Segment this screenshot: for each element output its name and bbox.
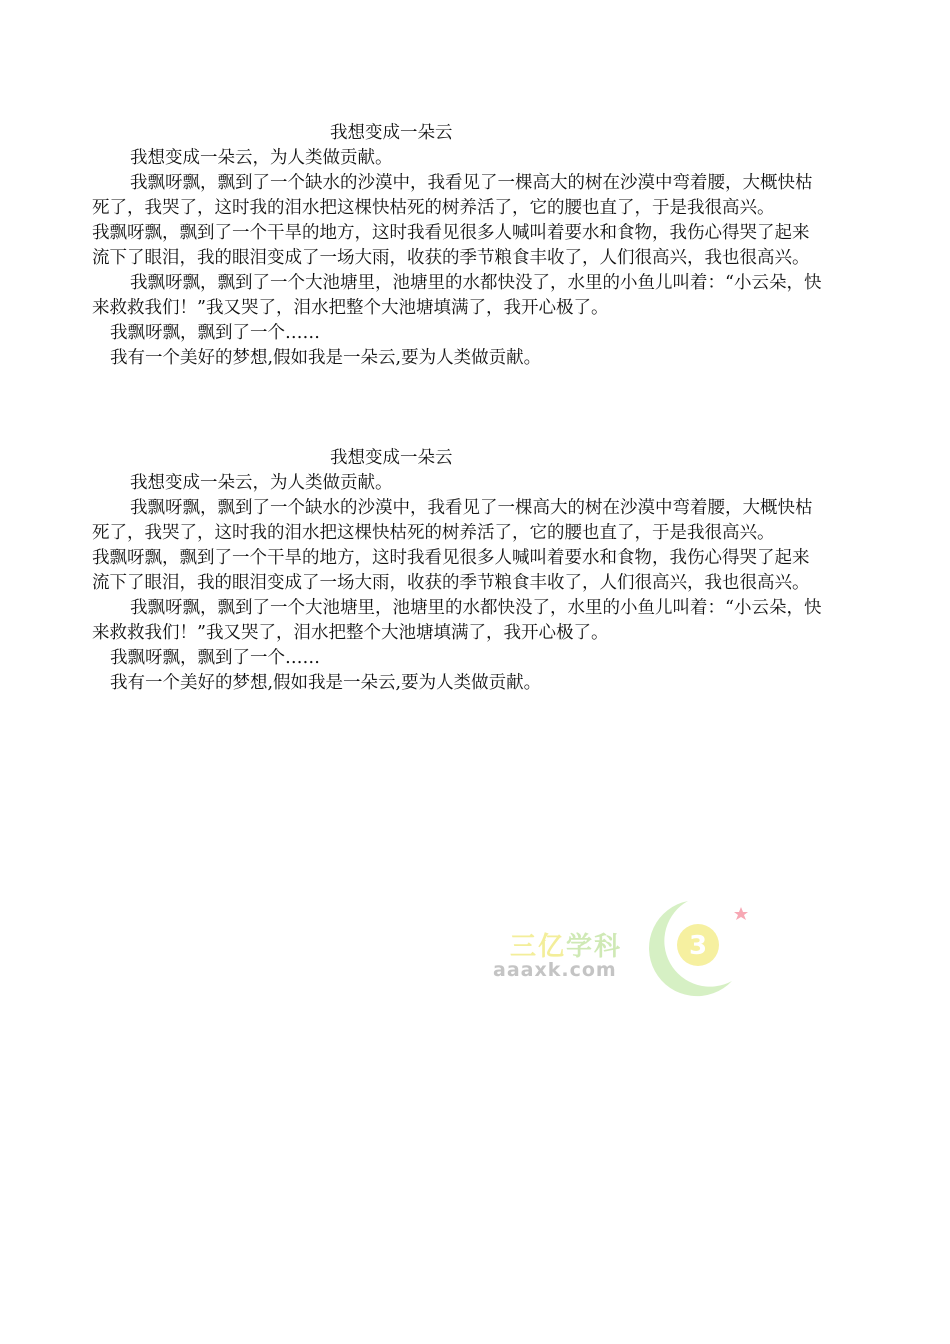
- paragraph-line: 来救救我们！”我又哭了，泪水把整个大池塘填满了，我开心极了。: [92, 298, 609, 318]
- paragraph-line: 我飘呀飘，飘到了一个干旱的地方，这时我看见很多人喊叫着要水和食物，我伤心得哭了起来: [92, 223, 810, 243]
- paragraph-line: 我飘呀飘，飘到了一个缺水的沙漠中，我看见了一棵高大的树在沙漠中弯着腰，大概快枯: [130, 498, 813, 518]
- watermark-brand-char: 三: [510, 932, 539, 962]
- paragraph-line: 流下了眼泪，我的眼泪变成了一场大雨，收获的季节粮食丰收了，人们很高兴，我也很高兴。: [92, 573, 810, 593]
- watermark-brand: [510, 926, 622, 963]
- paragraph-line: 我飘呀飘，飘到了一个干旱的地方，这时我看见很多人喊叫着要水和食物，我伤心得哭了起来: [92, 548, 810, 568]
- badge-number: 3: [688, 931, 708, 961]
- paragraph-line: 流下了眼泪，我的眼泪变成了一场大雨，收获的季节粮食丰收了，人们很高兴，我也很高兴。: [92, 248, 810, 268]
- essay-2: [92, 446, 867, 696]
- watermark-brand-char: 亿: [538, 932, 567, 962]
- watermark-url: aaaxk.com: [493, 959, 617, 981]
- paragraph-line: 我想变成一朵云，为人类做贡献。: [130, 473, 393, 493]
- watermark-logo: [490, 893, 760, 1003]
- crescent-moon-icon: [640, 893, 750, 1003]
- paragraph-line: 死了，我哭了，这时我的泪水把这棵快枯死的树养活了，它的腰也直了，于是我很高兴。: [92, 523, 775, 543]
- paragraph-line: 我飘呀飘，飘到了一个……: [110, 323, 320, 343]
- essay-1: [92, 121, 867, 371]
- essay-title: 我想变成一朵云: [330, 123, 453, 143]
- paragraph-line: 我飘呀飘，飘到了一个大池塘里，池塘里的水都快没了，水里的小鱼儿叫着：“小云朵，快: [130, 598, 822, 618]
- paragraph-line: 我飘呀飘，飘到了一个缺水的沙漠中，我看见了一棵高大的树在沙漠中弯着腰，大概快枯: [130, 173, 813, 193]
- watermark-brand-subject: 学科: [566, 932, 623, 962]
- paragraph-line: 我飘呀飘，飘到了一个……: [110, 648, 320, 668]
- star-icon: [734, 907, 748, 920]
- paragraph-line: 死了，我哭了，这时我的泪水把这棵快枯死的树养活了，它的腰也直了，于是我很高兴。: [92, 198, 775, 218]
- paragraph-line: 我有一个美好的梦想,假如我是一朵云,要为人类做贡献。: [110, 348, 542, 368]
- paragraph-line: 我有一个美好的梦想,假如我是一朵云,要为人类做贡献。: [110, 673, 542, 693]
- paragraph-line: 我想变成一朵云，为人类做贡献。: [130, 148, 393, 168]
- essay-title: 我想变成一朵云: [330, 448, 453, 468]
- paragraph-line: 我飘呀飘，飘到了一个大池塘里，池塘里的水都快没了，水里的小鱼儿叫着：“小云朵，快: [130, 273, 822, 293]
- paragraph-line: 来救救我们！”我又哭了，泪水把整个大池塘填满了，我开心极了。: [92, 623, 609, 643]
